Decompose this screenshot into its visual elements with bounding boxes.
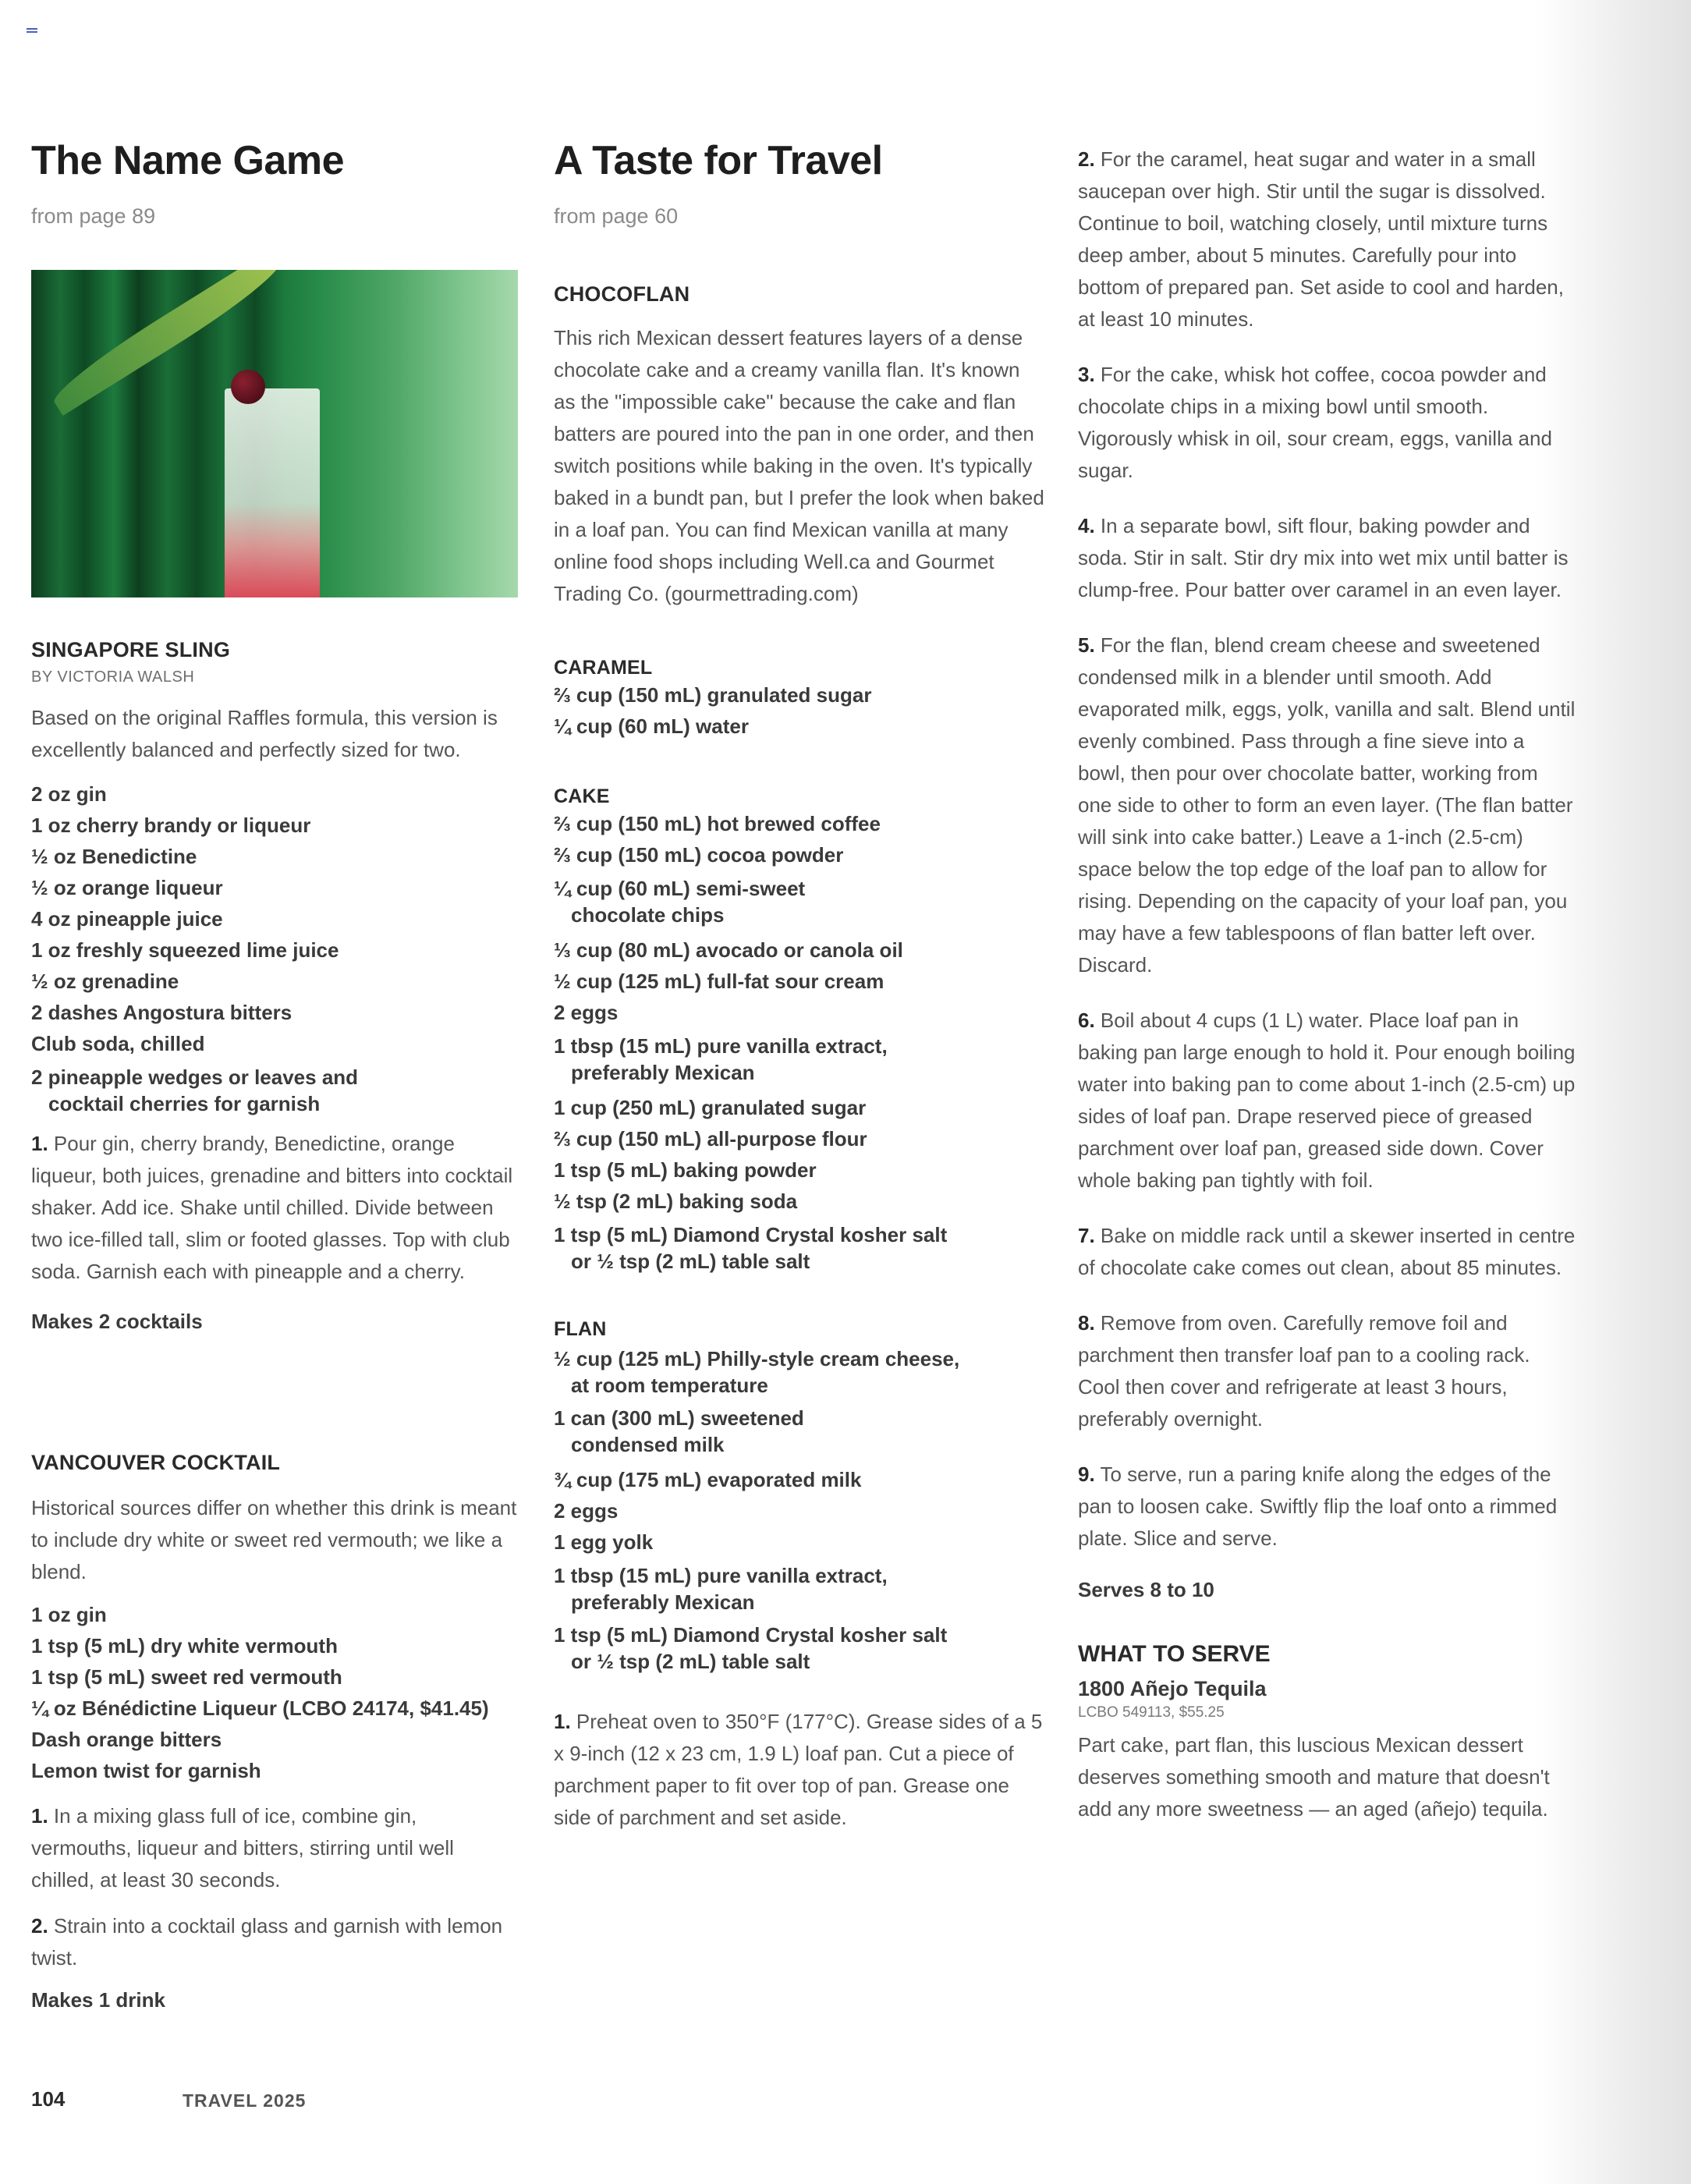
step-number: 2.: [31, 1914, 48, 1938]
ingredient: [554, 1405, 1045, 1458]
ingredient-line: 2 pineapple wedges or leaves and: [31, 1065, 359, 1089]
ingredient: ½ oz Benedictine: [31, 845, 197, 868]
hamburger-menu-icon[interactable]: [27, 28, 37, 36]
yield: Serves 8 to 10: [1078, 1578, 1214, 1601]
chocoflan-recipe: [554, 282, 1045, 1834]
ingredient: 2 eggs: [554, 1499, 619, 1523]
step-number: 1.: [554, 1710, 571, 1733]
from-page-ref: from page 89: [31, 204, 156, 228]
recipe-step: [1078, 359, 1577, 487]
ingredient: ⅓ cup (80 mL) avocado or canola oil: [554, 938, 903, 962]
recipe-step: [31, 1800, 523, 1896]
recipe-heading: CHOCOFLAN: [554, 282, 690, 306]
step-number: 4.: [1078, 514, 1095, 537]
step-number: 1.: [31, 1132, 48, 1155]
yield: Makes 2 cocktails: [31, 1310, 203, 1333]
ingredient-line: preferably Mexican: [571, 1590, 755, 1614]
yield: Makes 1 drink: [31, 1988, 165, 2012]
recipe-step: [1078, 144, 1577, 335]
ingredient: 1 oz freshly squeezed lime juice: [31, 938, 339, 962]
ingredient: [31, 1064, 523, 1117]
ingredient-line: cocktail cherries for garnish: [48, 1092, 321, 1115]
ingredient-line: or ½ tsp (2 mL) table salt: [571, 1250, 810, 1273]
ingredient: [554, 875, 1045, 928]
recipe-step: [1078, 1220, 1577, 1284]
step-text: For the cake, whisk hot coffee, cocoa powder and chocolate chips in a mixing bowl until smooth. Vigorously whisk in oil, sour cream, eggs, vanilla and sugar.: [1078, 363, 1552, 482]
step-text: In a mixing glass full of ice, combine gin, vermouths, liqueur and bitters, stirring until well chilled, at least 30 seconds.: [31, 1804, 454, 1892]
ingredient-line: chocolate chips: [571, 903, 725, 927]
ingredient: ⅔ cup (150 mL) hot brewed coffee: [554, 812, 881, 835]
ingredient-list: [31, 1599, 523, 1786]
step-number: 9.: [1078, 1462, 1095, 1486]
ingredient: 1 cup (250 mL) granulated sugar: [554, 1096, 867, 1119]
ingredient: ¼ cup (60 mL) water: [554, 714, 749, 738]
ingredient-line: 1 tbsp (15 mL) pure vanilla extract,: [554, 1034, 888, 1058]
recipe-intro: Historical sources differ on whether this drink is meant to include dry white or sweet red vermouth; we like a blend.: [31, 1496, 517, 1583]
step-text: Pour gin, cherry brandy, Benedictine, orange liqueur, both juices, grenadine and bitters into cocktail shaker. Add ice. Shake until chilled. Divide between two ice-filled tall, slim or footed glasses. Top with club soda. Garnish each with pineapple and a cherry.: [31, 1132, 513, 1283]
step-number: 3.: [1078, 363, 1095, 386]
ingredient-line: ½ cup (125 mL) Philly-style cream cheese,: [554, 1347, 960, 1370]
caramel-heading: CARAMEL: [554, 657, 653, 679]
ingredient: ½ oz orange liqueur: [31, 876, 223, 899]
recipe-step: [554, 1706, 1045, 1834]
cocktail-photo: [31, 270, 518, 597]
pairing-product: 1800 Añejo Tequila: [1078, 1677, 1267, 1700]
glass: [225, 388, 320, 597]
step-number: 1.: [31, 1804, 48, 1828]
recipe-step: [31, 1128, 523, 1288]
pairing-text: Part cake, part flan, this luscious Mexican dessert deserves something smooth and mature that doesn't add any more sweetness — an aged (añejo) tequila.: [1078, 1733, 1550, 1821]
ingredient-line: ¼ cup (60 mL) semi-sweet: [554, 877, 806, 900]
ingredient-list: [31, 778, 523, 1117]
ingredient: ½ oz grenadine: [31, 970, 179, 993]
what-to-serve-box: [1078, 1641, 1577, 1825]
ingredient: 1 oz cherry brandy or liqueur: [31, 814, 311, 837]
ingredient: 1 egg yolk: [554, 1530, 654, 1554]
step-number: 7.: [1078, 1224, 1095, 1247]
ingredient: 1 tsp (5 mL) dry white vermouth: [31, 1634, 338, 1658]
ingredient: ½ tsp (2 mL) baking soda: [554, 1190, 798, 1213]
magazine-issue: TRAVEL 2025: [183, 2090, 307, 2111]
ingredient: ¼ oz Bénédictine Liqueur (LCBO 24174, $41.45): [31, 1696, 489, 1720]
recipe-intro: This rich Mexican dessert features layers of a dense chocolate cake and a creamy vanilla flan. It's known as the "impossible cake" because the cake and flan batters are poured into the pan in one order, and then switch positions while baking in the oven. It's typically baked in a bundt pan, but I prefer the look when baked in a loaf pan. You can find Mexican vanilla at many online food shops including Well.ca and Gourmet Trading Co. (gourmettrading.com): [554, 326, 1044, 605]
ingredient: [554, 1221, 1045, 1275]
step-text: For the flan, blend cream cheese and sweetened condensed milk in a blender until smooth. Add evaporated milk, eggs, yolk, vanilla and salt. Blend until evenly combined. Pass through a fine sieve into a bowl, then pour over chocolate batter, working from one side to other to form an even layer. (The flan batter will sink into cake batter.) Leave a 1-inch (2.5-cm) space below the top edge of the loaf pan to allow for rising. Depending on the capacity of your loaf pan, you may have a few tablespoons of flan batter left over. Discard.: [1078, 633, 1576, 977]
what-to-serve-heading: WHAT TO SERVE: [1078, 1641, 1271, 1667]
cake-heading: CAKE: [554, 785, 610, 807]
ingredient: ¾ cup (175 mL) evaporated milk: [554, 1468, 862, 1491]
ingredient-line: 1 tsp (5 mL) Diamond Crystal kosher salt: [554, 1223, 948, 1246]
pairing-lcbo: LCBO 549113, $55.25: [1078, 1704, 1225, 1721]
recipe-step: [1078, 1005, 1577, 1197]
ingredient-line: condensed milk: [571, 1433, 725, 1456]
ingredient: Lemon twist for garnish: [31, 1759, 261, 1782]
step-number: 5.: [1078, 633, 1095, 657]
recipe-step: [1078, 1459, 1577, 1555]
vancouver-cocktail-recipe: [31, 1451, 523, 2012]
ingredient: 1 tsp (5 mL) baking powder: [554, 1158, 817, 1182]
step-text: In a separate bowl, sift flour, baking powder and soda. Stir in salt. Stir dry mix into wet mix until batter is clump-free. Pour batter over caramel in an even layer.: [1078, 514, 1569, 601]
step-number: 6.: [1078, 1009, 1095, 1032]
step-text: Preheat oven to 350°F (177°C). Grease sides of a 5 x 9-inch (12 x 23 cm, 1.9 L) loaf pan. Cut a piece of parchment paper to fit over top of pan. Grease one side of parchment and set aside.: [554, 1710, 1043, 1829]
recipe-step: [1078, 629, 1577, 981]
ingredient: 2 eggs: [554, 1001, 619, 1024]
ingredient: [554, 1033, 1045, 1086]
ingredient: [554, 1622, 1045, 1675]
ingredient: 2 dashes Angostura bitters: [31, 1001, 292, 1024]
ingredient-line: or ½ tsp (2 mL) table salt: [571, 1650, 810, 1673]
cherry: [231, 370, 265, 404]
ingredient: ⅔ cup (150 mL) all-purpose flour: [554, 1127, 867, 1150]
singapore-sling-recipe: [31, 638, 523, 1334]
ingredient-line: at room temperature: [571, 1374, 768, 1397]
ingredient-line: preferably Mexican: [571, 1061, 755, 1084]
ingredient: [554, 1562, 1045, 1615]
recipe-step: [31, 1910, 523, 1974]
step-text: Strain into a cocktail glass and garnish with lemon twist.: [31, 1914, 503, 1970]
ingredient: ½ cup (125 mL) full-fat sour cream: [554, 970, 884, 993]
step-number: 8.: [1078, 1311, 1095, 1335]
ingredient-line: 1 can (300 mL) sweetened: [554, 1406, 804, 1430]
recipe-step: [1078, 510, 1577, 606]
flan-heading: FLAN: [554, 1318, 607, 1340]
method-steps: [1078, 144, 1577, 1825]
ingredient: 1 oz gin: [31, 1603, 107, 1626]
ingredient: 4 oz pineapple juice: [31, 907, 223, 931]
page-number: 104: [31, 2087, 66, 2111]
ingredient: Dash orange bitters: [31, 1728, 222, 1751]
ingredient: 2 oz gin: [31, 782, 107, 806]
ingredient-line: 1 tsp (5 mL) Diamond Crystal kosher salt: [554, 1623, 948, 1647]
ingredient: [554, 1346, 1045, 1399]
byline: BY VICTORIA WALSH: [31, 668, 195, 686]
recipe-intro: Based on the original Raffles formula, this version is excellently balanced and perfectly sized for two.: [31, 706, 498, 761]
step-text: To serve, run a paring knife along the edges of the pan to loosen cake. Swiftly flip the loaf onto a rimmed plate. Slice and serve.: [1078, 1462, 1558, 1550]
article-title: The Name Game: [31, 138, 344, 183]
step-number: 2.: [1078, 147, 1095, 171]
step-text: Boil about 4 cups (1 L) water. Place loaf pan in baking pan large enough to hold it. Pour enough boiling water into baking pan to come about 1-inch (2.5-cm) up sides of loaf pan. Drape reserved piece of greased parchment over loaf pan, greased side down. Cover whole baking pan tightly with foil.: [1078, 1009, 1576, 1192]
recipe-step: [1078, 1307, 1577, 1435]
recipe-heading: SINGAPORE SLING: [31, 638, 231, 661]
step-text: For the caramel, heat sugar and water in a small saucepan over high. Stir until the sugar is dissolved. Continue to boil, watching closely, until mixture turns deep amber, about 5 minutes. Carefully pour into bottom of prepared pan. Set aside to cool and harden, at least 10 minutes.: [1078, 147, 1564, 331]
ingredient: Club soda, chilled: [31, 1032, 205, 1055]
ingredient: ⅔ cup (150 mL) granulated sugar: [554, 683, 872, 707]
ingredient-line: 1 tbsp (15 mL) pure vanilla extract,: [554, 1564, 888, 1587]
ingredient: 1 tsp (5 mL) sweet red vermouth: [31, 1665, 342, 1689]
article-title: A Taste for Travel: [554, 138, 883, 183]
ingredient: ⅔ cup (150 mL) cocoa powder: [554, 843, 844, 867]
step-text: Remove from oven. Carefully remove foil and parchment then transfer loaf pan to a cooling rack. Cool then cover and refrigerate at least 3 hours, preferably overnight.: [1078, 1311, 1530, 1431]
from-page-ref: from page 60: [554, 204, 679, 228]
recipe-heading: VANCOUVER COCKTAIL: [31, 1451, 281, 1474]
step-text: Bake on middle rack until a skewer inserted in centre of chocolate cake comes out clean, about 85 minutes.: [1078, 1224, 1576, 1279]
